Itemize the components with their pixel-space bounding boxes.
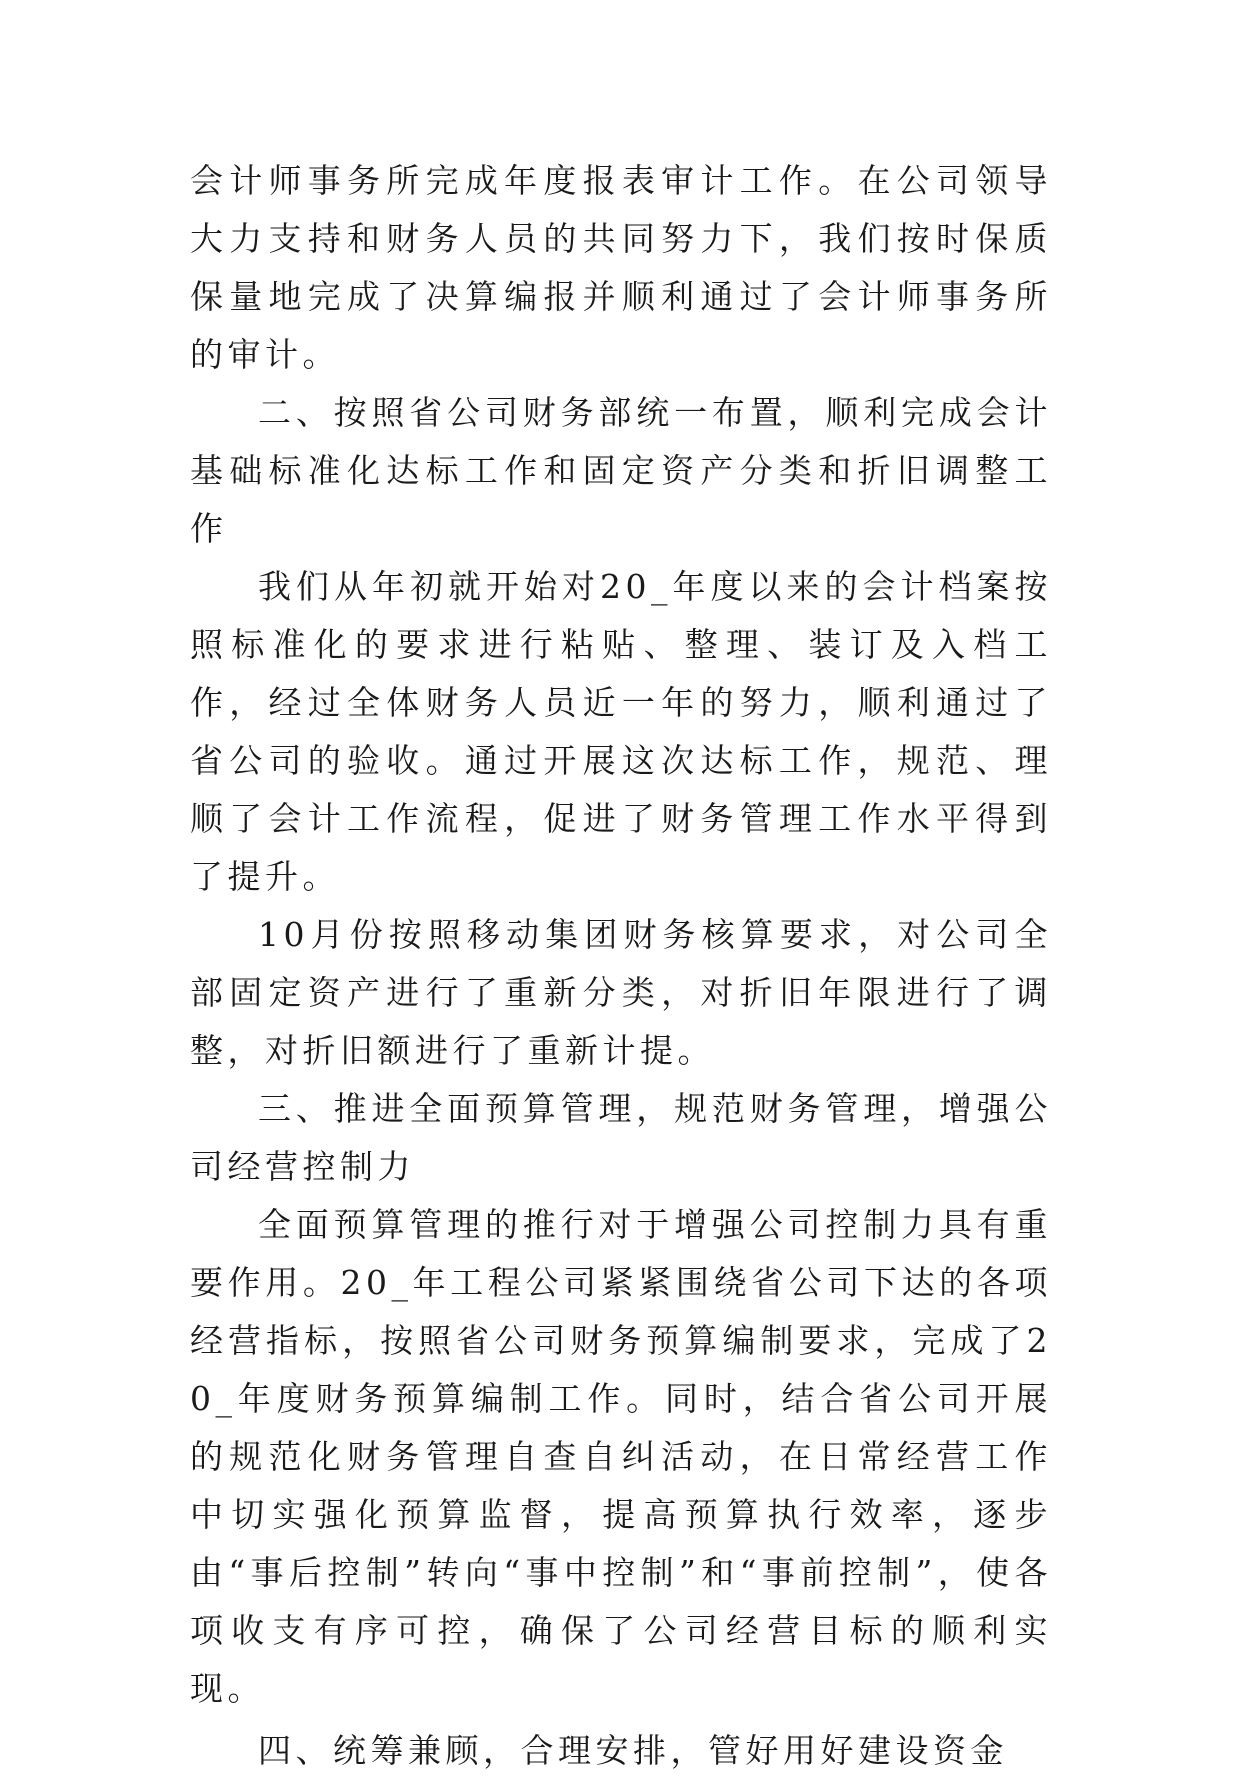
section-heading-3: 三、推进全面预算管理，规范财务管理，增强公司经营控制力 bbox=[190, 1089, 1052, 1186]
paragraph-budget-management: 全面预算管理的推行对于增强公司控制力具有重要作用。20_年工程公司紧紧围绕省公司下达的各项经营指标，按照省公司财务预算编制要求，完成了20_年度财务预算编制工作。同时，结合省公司开展的规范化财务管理自查自纠活动，在日常经营工作中切实强化预算监督，提高预算执行效率，逐步由“事后控制”转向“事中控制”和“事前控制”，使各项收支有序可控，确保了公司经营目标的顺利实现。 bbox=[190, 1205, 1052, 1708]
section-heading-4: 四、统筹兼顾，合理安排，管好用好建设资金 bbox=[258, 1731, 1008, 1770]
paragraph-audit-completion: 会计师事务所完成年度报表审计工作。在公司领导大力支持和财务人员的共同努力下，我们按时保质保量地完成了决算编报并顺利通过了会计师事务所的审计。 bbox=[190, 161, 1052, 374]
paragraph-archive-standardization: 我们从年初就开始对20_年度以来的会计档案按照标准化的要求进行粘贴、整理、装订及入档工作，经过全体财务人员近一年的努力，顺利通过了省公司的验收。通过开展这次达标工作，规范、理顺了会计工作流程，促进了财务管理工作水平得到了提升。 bbox=[190, 567, 1052, 896]
paragraph-fixed-assets: 10月份按照移动集团财务核算要求，对公司全部固定资产进行了重新分类，对折旧年限进行了调整，对折旧额进行了重新计提。 bbox=[190, 915, 1052, 1070]
document-body bbox=[190, 152, 1052, 1780]
section-heading-2: 二、按照省公司财务部统一布置，顺利完成会计基础标准化达标工作和固定资产分类和折旧调整工作 bbox=[190, 393, 1052, 548]
